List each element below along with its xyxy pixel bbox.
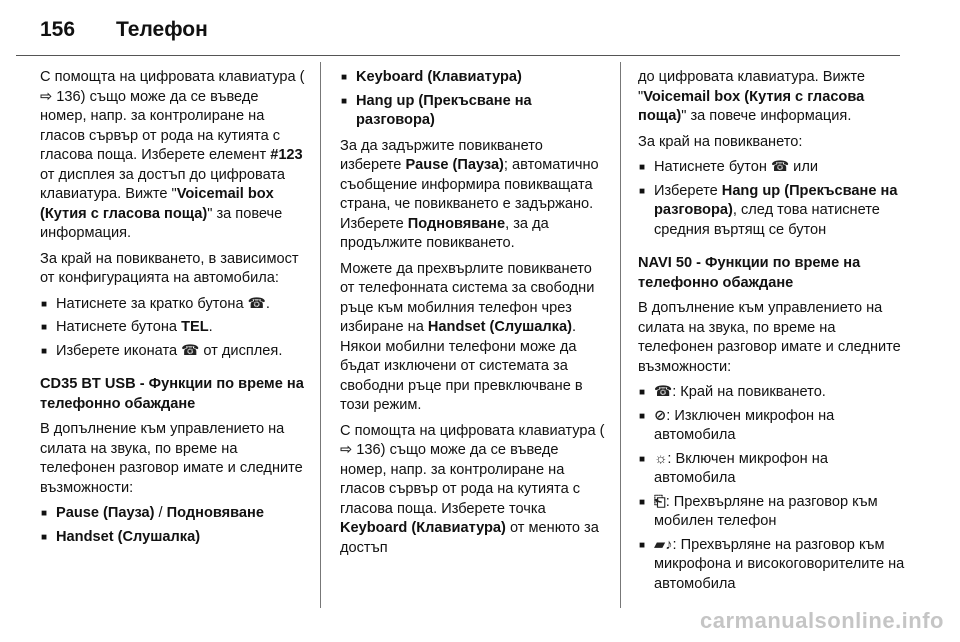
paragraph-pause: За да задържите повикването изберете Pause (Пауза); автоматично съобщение информира повикващата страна, че повикването е задържано. Изберете Подновяване, за да продължите повикването.	[340, 137, 599, 251]
phone-hangup-icon: ☎	[654, 384, 673, 400]
paragraph-end-call: За край на повикването, в зависимост от конфигурацията на автомобила:	[40, 250, 299, 286]
column-divider	[620, 62, 621, 608]
list-item: ■ Pause (Пауза) / Подновяване	[40, 504, 308, 524]
list-item: ■ ⊘: Изключен микрофон на автомобила	[638, 407, 906, 446]
list-item: ■ ☼: Включен микрофон на автомобила	[638, 450, 906, 489]
voicemail-link: Voicemail box (Кутия с гласова поща)	[40, 186, 274, 222]
section-heading-navi50: NAVI 50 - Функции по време на телефонно обаждане	[638, 255, 861, 291]
page-ref-arrow-icon: ⇨	[40, 88, 53, 105]
paragraph-options: В допълнение към управлението на силата на звука, по време на телефонен разговор имате и следните възможности:	[638, 300, 901, 375]
navi-options-list	[638, 383, 906, 594]
list-item: ■ Hang up (Прекъсване на разговора)	[340, 92, 608, 131]
list-item: ■ ☎: Край на повикването.	[638, 383, 906, 403]
header-rule	[16, 55, 900, 56]
end-call-list	[40, 295, 308, 362]
list-item: ■ Изберете иконата ☎ от дисплея.	[40, 342, 308, 362]
microphone-off-icon: ⊘	[654, 407, 667, 424]
page-header	[40, 18, 208, 50]
phone-hangup-icon: ☎	[247, 295, 266, 312]
list-item: ■ ▰♪: Прехвърляне на разговор към микрофона и високоговорителите на автомобила	[638, 536, 906, 595]
column-3	[638, 68, 906, 600]
page-title: Телефон	[116, 18, 208, 41]
list-item: ■ Изберете Hang up (Прекъсване на разговора), след това натиснете средния въртящ се бутон	[638, 182, 906, 241]
transfer-to-phone-icon: ⎗	[654, 493, 666, 510]
list-item: ■ Натиснете бутон ☎ или	[638, 158, 906, 178]
options-list-continued	[340, 68, 608, 131]
column-1	[40, 68, 308, 553]
list-item: ■ Keyboard (Клавиатура)	[340, 68, 608, 88]
column-2	[340, 68, 608, 564]
section-heading-cd35: CD35 BT USB - Функции по време на телефонно обаждане	[40, 376, 304, 412]
page-number: 156	[40, 18, 76, 41]
microphone-on-icon: ☼	[654, 450, 668, 467]
list-item: ■ Натиснете за кратко бутона ☎.	[40, 295, 308, 315]
paragraph-voicemail: до цифровата клавиатура. Вижте "Voicemail box (Кутия с гласова поща)" за повече информация.	[638, 69, 866, 124]
paragraph-keypad: С помощта на цифровата клавиатура (⇨ 136) също може да се въведе номер, напр. за контролиране на гласов сървър от рода на кутията с гласова поща. Изберете точка Keyboard (Клавиатура) от менюто за достъп	[340, 422, 605, 556]
page-ref-arrow-icon: ⇨	[340, 442, 353, 458]
paragraph-end-call: За край на повикването:	[638, 133, 803, 150]
car-audio-icon: ▰♪	[654, 536, 673, 553]
paragraph-keypad: С помощта на цифровата клавиатура (⇨ 136) също може да се въведе номер, напр. за контролиране на гласов сървър от рода на кутията с гласова поща. Изберете елемент #123 от дисплея за достъп до цифровата клавиатура. Вижте "Voicemail box (Кутия с гласова поща)" за повече информация.	[40, 69, 305, 241]
list-item: ■ Handset (Слушалка)	[40, 528, 308, 548]
column-divider	[320, 62, 321, 608]
watermark: carmanualsonline.info	[700, 608, 944, 633]
paragraph-options: В допълнение към управлението на силата на звука, по време на телефонен разговор имате и следните възможности:	[40, 421, 303, 496]
phone-hangup-icon: ☎	[181, 342, 200, 359]
options-list	[40, 504, 308, 547]
end-call-list	[638, 158, 906, 240]
paragraph-handset: Можете да прехвърлите повикването от телефонната система за свободни ръце към мобилния телефон чрез избиране на Handset (Слушалка). Някои мобилни телефони може да бъдат изключени от системата за свободни ръце при превключване в този режим.	[340, 260, 595, 413]
list-item: ■ ⎗: Прехвърляне на разговор към мобилен телефон	[638, 493, 906, 532]
list-item: ■ Натиснете бутона TEL.	[40, 318, 308, 338]
phone-hangup-icon: ☎	[770, 159, 790, 175]
